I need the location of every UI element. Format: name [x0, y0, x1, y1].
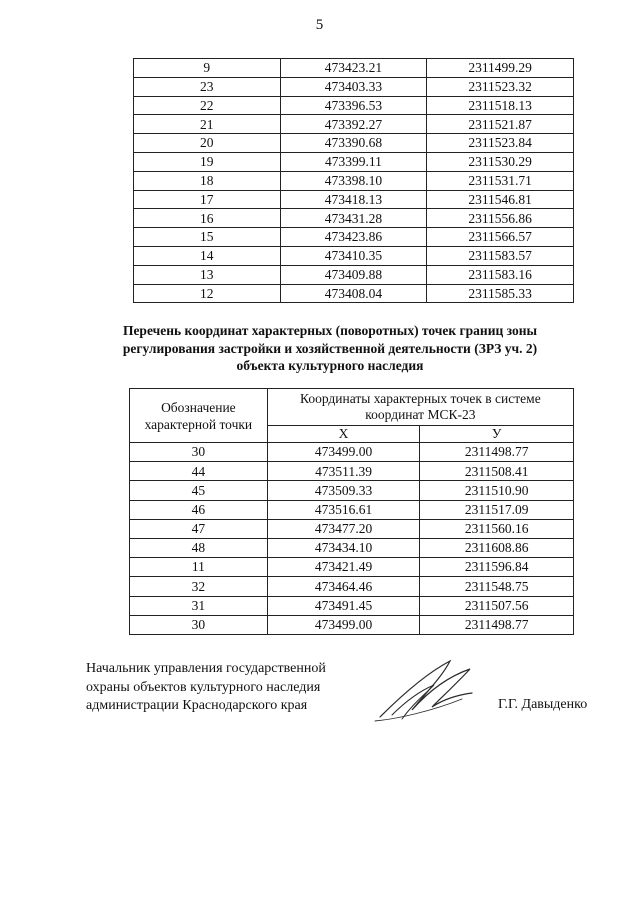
- table-row: [134, 152, 574, 171]
- table-row: [130, 577, 574, 596]
- y-coordinate-cell: 2311498.77: [420, 443, 574, 462]
- x-coordinate-cell: 473396.53: [280, 96, 427, 115]
- x-coordinate-cell: 473403.33: [280, 77, 427, 96]
- x-coordinate-cell: 473509.33: [267, 481, 420, 500]
- point-number-cell: 17: [134, 190, 281, 209]
- table-row: [130, 596, 574, 615]
- x-coordinate-cell: 473491.45: [267, 596, 420, 615]
- x-coordinate-cell: 473431.28: [280, 209, 427, 228]
- point-number-cell: 18: [134, 171, 281, 190]
- y-coordinate-cell: 2311499.29: [427, 59, 574, 78]
- page-number: 5: [315, 17, 324, 33]
- x-coordinate-cell: 473421.49: [267, 558, 420, 577]
- point-number-cell: 30: [130, 615, 268, 634]
- table-row: [134, 228, 574, 247]
- table-row: [130, 443, 574, 462]
- y-coordinate-cell: 2311530.29: [427, 152, 574, 171]
- point-number-cell: 13: [134, 265, 281, 284]
- table-row: [134, 59, 574, 78]
- table-row: [130, 615, 574, 634]
- table-row: [134, 77, 574, 96]
- table-row: [134, 96, 574, 115]
- y-coordinate-cell: 2311548.75: [420, 577, 574, 596]
- signer-name: Г.Г. Давыденко: [498, 697, 588, 712]
- table-row: [130, 500, 574, 519]
- x-coordinate-cell: 473399.11: [280, 152, 427, 171]
- x-coordinate-cell: 473516.61: [267, 500, 420, 519]
- point-number-cell: 20: [134, 134, 281, 153]
- y-coordinate-cell: 2311556.86: [427, 209, 574, 228]
- point-number-cell: 31: [130, 596, 268, 615]
- y-coordinate-cell: 2311508.41: [420, 462, 574, 481]
- table-row: [134, 246, 574, 265]
- x-coordinate-cell: 473392.27: [280, 115, 427, 134]
- signatory-position: [86, 660, 386, 716]
- y-coordinate-cell: 2311583.16: [427, 265, 574, 284]
- point-number-cell: 15: [134, 228, 281, 247]
- y-coordinate-cell: 2311517.09: [420, 500, 574, 519]
- point-number-cell: 30: [130, 443, 268, 462]
- y-coordinate-cell: 2311531.71: [427, 171, 574, 190]
- y-coordinate-cell: 2311566.57: [427, 228, 574, 247]
- x-coordinate-cell: 473423.86: [280, 228, 427, 247]
- point-number-cell: 9: [134, 59, 281, 78]
- y-coordinate-cell: 2311510.90: [420, 481, 574, 500]
- signatory-line-3: администрации Краснодарского края: [86, 698, 308, 713]
- point-number-cell: 21: [134, 115, 281, 134]
- point-number-cell: 32: [130, 577, 268, 596]
- table-row: [134, 209, 574, 228]
- table-row: [130, 462, 574, 481]
- point-number-cell: 23: [134, 77, 281, 96]
- point-number-cell: 44: [130, 462, 268, 481]
- x-coordinate-cell: 473418.13: [280, 190, 427, 209]
- coordinates-table-continued: [133, 58, 574, 303]
- point-number-cell: 16: [134, 209, 281, 228]
- header-y: У: [420, 426, 574, 443]
- point-number-cell: 19: [134, 152, 281, 171]
- x-coordinate-cell: 473408.04: [280, 284, 427, 303]
- y-coordinate-cell: 2311560.16: [420, 519, 574, 538]
- x-coordinate-cell: 473477.20: [267, 519, 420, 538]
- table-row: [134, 134, 574, 153]
- y-coordinate-cell: 2311518.13: [427, 96, 574, 115]
- y-coordinate-cell: 2311523.84: [427, 134, 574, 153]
- y-coordinate-cell: 2311596.84: [420, 558, 574, 577]
- signatory-line-2: охраны объектов культурного наследия: [86, 679, 321, 695]
- x-coordinate-cell: 473434.10: [267, 538, 420, 557]
- x-coordinate-cell: 473511.39: [267, 462, 420, 481]
- point-number-cell: 22: [134, 96, 281, 115]
- heading-line-3: объекта культурного наследия: [236, 358, 424, 373]
- x-coordinate-cell: 473390.68: [280, 134, 427, 153]
- point-number-cell: 14: [134, 246, 281, 265]
- point-number-cell: 11: [130, 558, 268, 577]
- signatory-line-1: Начальник управления государственной: [86, 661, 326, 676]
- heading-line-1: Перечень координат характерных (поворотных) точек границ зоны: [122, 323, 538, 338]
- table-row: [130, 538, 574, 557]
- y-coordinate-cell: 2311521.87: [427, 115, 574, 134]
- table-row: [134, 190, 574, 209]
- x-coordinate-cell: 473423.21: [280, 59, 427, 78]
- point-number-cell: 46: [130, 500, 268, 519]
- x-coordinate-cell: 473499.00: [267, 615, 420, 634]
- x-coordinate-cell: 473398.10: [280, 171, 427, 190]
- x-coordinate-cell: 473409.88: [280, 265, 427, 284]
- x-coordinate-cell: 473410.35: [280, 246, 427, 265]
- point-number-cell: 12: [134, 284, 281, 303]
- table-row: [130, 558, 574, 577]
- point-number-cell: 48: [130, 538, 268, 557]
- x-coordinate-cell: 473464.46: [267, 577, 420, 596]
- section-heading: [90, 322, 570, 375]
- zrz-coordinates-table: [129, 388, 574, 635]
- heading-line-2: регулирования застройки и хозяйственной деятельности (ЗРЗ уч. 2): [122, 340, 538, 356]
- header-coordinates: Координаты характерных точек в системе координат МСК-23: [267, 389, 573, 426]
- y-coordinate-cell: 2311523.32: [427, 77, 574, 96]
- header-point-designation: Обозначение характерной точки: [130, 389, 268, 443]
- y-coordinate-cell: 2311608.86: [420, 538, 574, 557]
- handwritten-signature: [372, 655, 477, 727]
- table-row: [130, 519, 574, 538]
- y-coordinate-cell: 2311546.81: [427, 190, 574, 209]
- x-coordinate-cell: 473499.00: [267, 443, 420, 462]
- y-coordinate-cell: 2311583.57: [427, 246, 574, 265]
- y-coordinate-cell: 2311498.77: [420, 615, 574, 634]
- table-row: [134, 115, 574, 134]
- y-coordinate-cell: 2311585.33: [427, 284, 574, 303]
- header-x: X: [267, 426, 420, 443]
- y-coordinate-cell: 2311507.56: [420, 596, 574, 615]
- table-row: [134, 171, 574, 190]
- table-row: [134, 265, 574, 284]
- table-row: [130, 481, 574, 500]
- point-number-cell: 47: [130, 519, 268, 538]
- point-number-cell: 45: [130, 481, 268, 500]
- table-row: [134, 284, 574, 303]
